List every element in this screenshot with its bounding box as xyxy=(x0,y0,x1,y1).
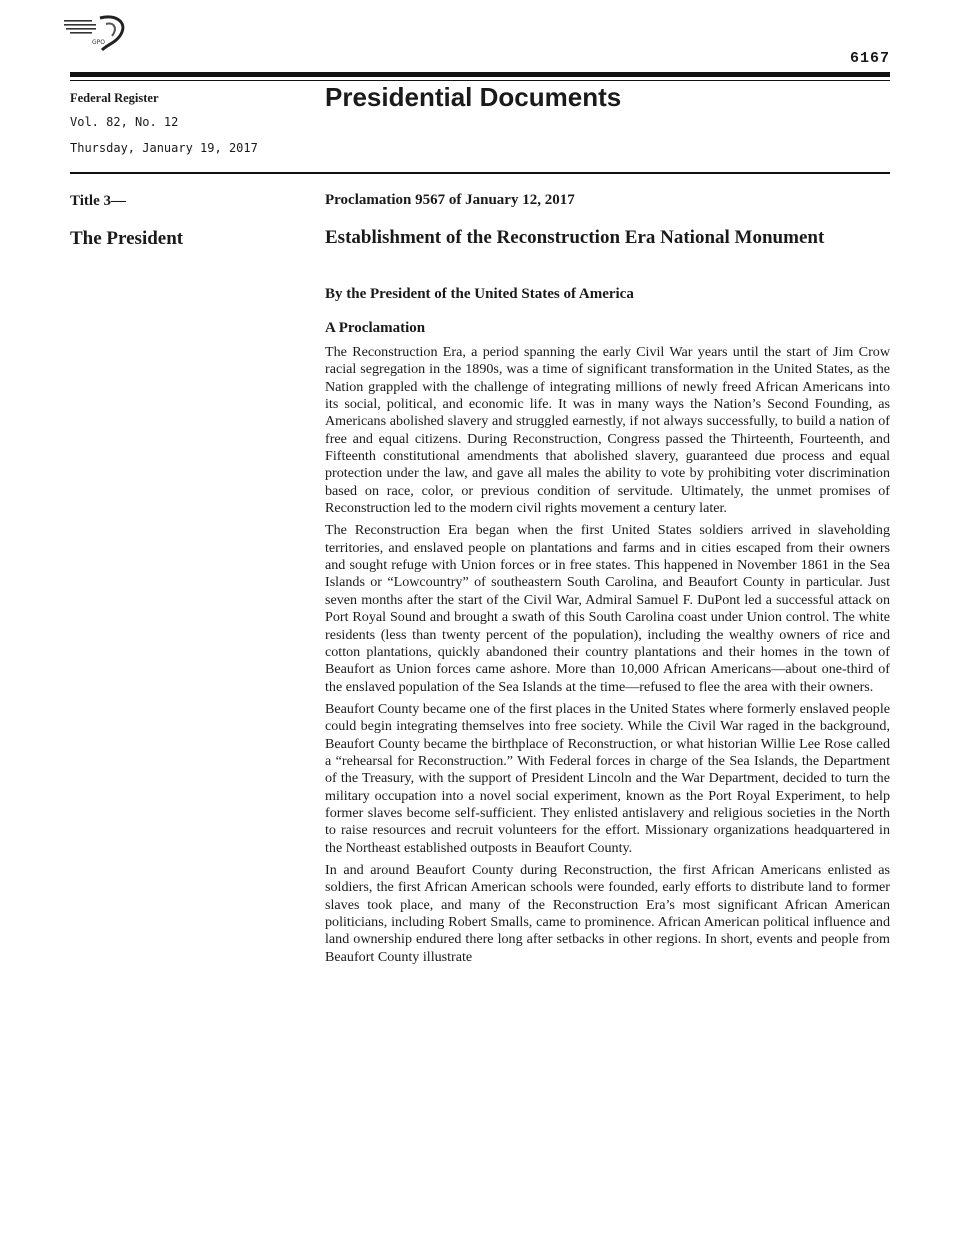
proclamation-number: Proclamation 9567 of January 12, 2017 xyxy=(325,192,575,208)
svg-text:GPO: GPO xyxy=(92,39,105,46)
document-title: Establishment of the Reconstruction Era National Monument xyxy=(325,227,825,248)
body-paragraph: Beaufort County became one of the first places in the United States where formerly enslaved people could begin integrating themselves into free society. While the Civil War raged in the background, Beaufort County became the birthplace of Reconstruction, or what historian Willie Lee Rose called a “rehearsal for Reconstruction.” With Federal forces in charge of the Sea Islands, the Department of the Treasury, with the support of President Lincoln and the War Department, decided to turn the military occupation into a novel social experiment, known as the Port Royal Experiment, to help former slaves become self-sufficient. They enlisted antislavery and religious societies in the North to raise resources and recruit volunteers for the effort. Missionary organizations headquartered in the Northeast established outposts in Beaufort County. xyxy=(325,700,890,856)
body-paragraph: The Reconstruction Era began when the first United States soldiers arrived in slaveholding territories, and enslaved people on plantations and farms and in cities escaped from their owners and sought refuge with Union forces or in free states. This happened in November 1861 in the Sea Islands or “Lowcountry” of southeastern South Carolina, and Beaufort County in particular. Just seven months after the start of the Civil War, Admiral Samuel F. DuPont led a successful attack on Port Royal Sound and brought a swath of this South Carolina coast under Union control. The white residents (less than twenty percent of the population), including the wealthy owners of rice and cotton plantations, quickly abandoned their country plantations and their homes in the town of Beaufort as Union forces came ashore. More than 10,000 African Americans—about one-third of the enslaved population of the Sea Islands at the time—refused to flee the area with their owners. xyxy=(325,522,890,695)
publication-name: Federal Register xyxy=(70,91,159,105)
body-paragraph: In and around Beaufort County during Reconstruction, the first African Americans enlisted as soldiers, the first African American schools were founded, early efforts to distribute land to former slaves took place, and many of the Reconstruction Era’s most significant African American politicians, including Robert Smalls, came to prominence. African American political influence and land ownership endured there long after setbacks in other regions. In short, events and people from Beaufort County illustrate xyxy=(325,861,890,965)
proclamation-heading: A Proclamation xyxy=(325,320,426,336)
header-rule-thick xyxy=(70,72,890,77)
section-title: Presidential Documents xyxy=(325,82,622,112)
page-number: 6167 xyxy=(849,50,890,67)
volume-number: Vol. 82, No. 12 xyxy=(70,115,179,129)
gpo-authenticated-logo xyxy=(62,14,132,54)
document-body xyxy=(325,344,890,971)
publication-date: Thursday, January 19, 2017 xyxy=(70,141,258,155)
title-label: Title 3— xyxy=(70,193,126,209)
header-rule-thin xyxy=(70,80,890,81)
section-divider xyxy=(70,172,890,174)
president-label: The President xyxy=(70,228,184,249)
by-line: By the President of the United States of America xyxy=(325,286,634,302)
body-paragraph: The Reconstruction Era, a period spanning the early Civil War years until the start of Jim Crow racial segregation in the 1890s, was a time of significant transformation in the United States, as the Nation grappled with the challenge of integrating millions of newly freed African Americans into its social, political, and economic life. It was in many ways the Nation’s Second Founding, as Americans abolished slavery and struggled earnestly, if not always successfully, to build a nation of free and equal citizens. During Reconstruction, Congress passed the Thirteenth, Fourteenth, and Fifteenth constitutional amendments that abolished slavery, guaranteed due process and equal protection under the law, and gave all males the ability to vote by prohibiting voter discrimination based on race, color, or previous condition of servitude. Ultimately, the unmet promises of Reconstruction led to the modern civil rights movement a century later. xyxy=(325,344,890,517)
